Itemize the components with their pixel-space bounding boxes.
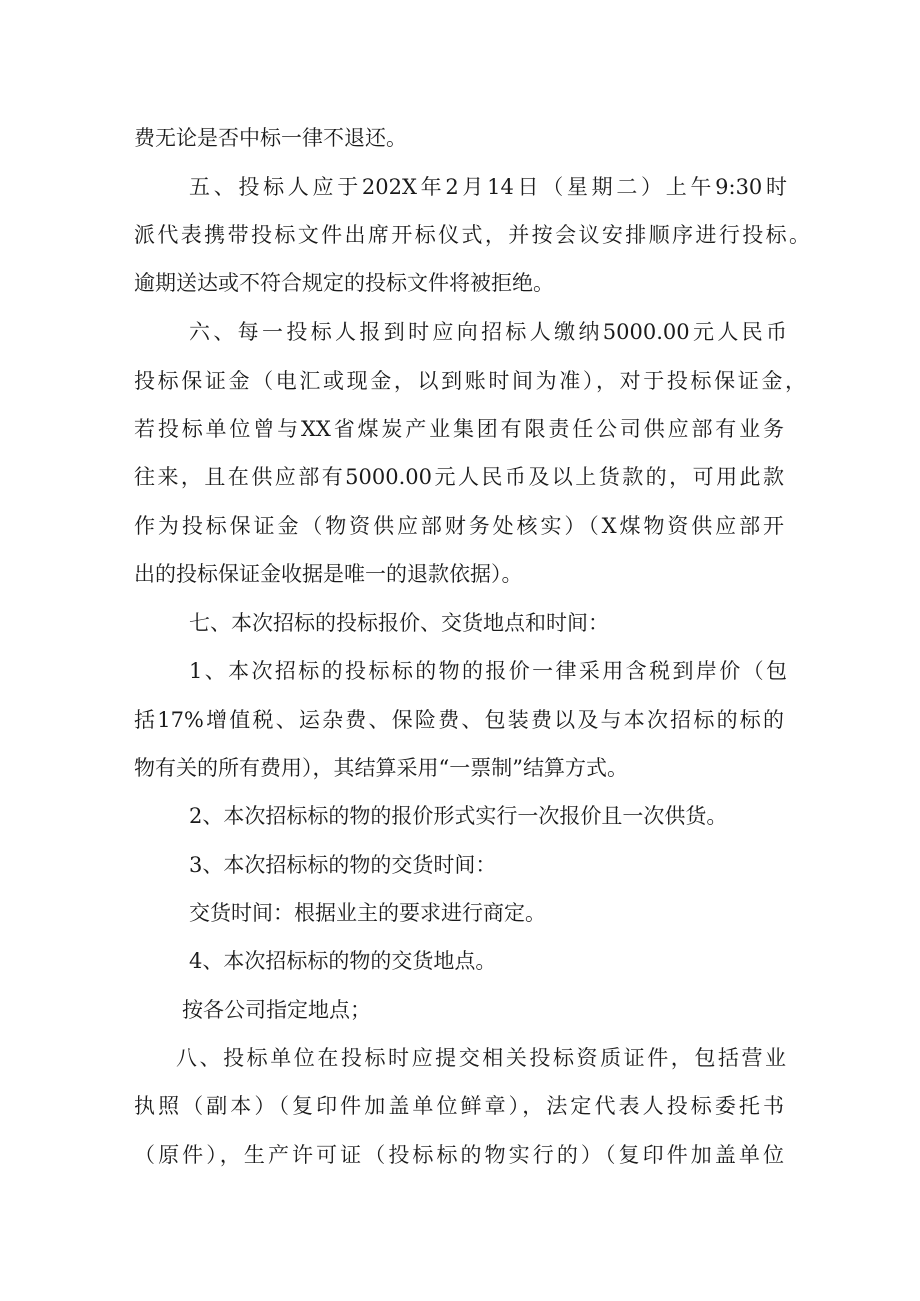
- text-line: 3、本次招标标的物的交货时间：: [189, 853, 497, 877]
- text-line: 若投标单位曾与XX省煤炭产业集团有限责任公司供应部有业务: [134, 417, 784, 441]
- text-line: 交货时间：根据业主的要求进行商定。: [189, 901, 546, 925]
- text-line: 派代表携带投标文件出席开标仪式，并按会议安排顺序进行投标。: [134, 223, 810, 247]
- text-line: 六、每一投标人报到时应向招标人缴纳5000.00元人民币: [189, 320, 787, 344]
- text-line: 4、本次招标标的物的交货地点。: [189, 949, 497, 973]
- text-line: 往来，且在供应部有5000.00元人民币及以上货款的，可用此款: [134, 465, 784, 489]
- text-line: 投标保证金（电汇或现金，以到账时间为准），对于投标保证金，: [134, 369, 806, 393]
- text-line: 五、投标人应于202X年2月14日（星期二）上午9:30时: [189, 175, 787, 199]
- text-line: 1、本次招标的投标标的物的报价一律采用含税到岸价（包: [189, 659, 787, 683]
- text-line: 费无论是否中标一律不退还。: [134, 126, 407, 150]
- text-line: 逾期送达或不符合规定的投标文件将被拒绝。: [134, 271, 554, 295]
- text-line: 八、投标单位在投标时应提交相关投标资质证件，包括营业: [176, 1046, 786, 1070]
- text-line: （原件），生产许可证（投标标的物实行的）（复印件加盖单位: [134, 1143, 784, 1167]
- text-line: 出的投标保证金收据是唯一的退款依据）。: [134, 562, 523, 586]
- text-line: 2、本次招标标的物的报价形式实行一次报价且一次供货。: [189, 804, 728, 828]
- text-line: 作为投标保证金（物资供应部财务处核实）（X煤物资供应部开: [134, 514, 784, 538]
- text-line: 执照（副本）（复印件加盖单位鲜章），法定代表人投标委托书: [134, 1094, 784, 1118]
- text-line: 括17%增值税、运杂费、保险费、包装费以及与本次招标的标的: [134, 708, 784, 732]
- text-line: 物有关的所有费用），其结算采用“一票制”结算方式。: [134, 756, 628, 780]
- text-line: 七、本次招标的投标报价、交货地点和时间：: [189, 611, 609, 635]
- text-line: 按各公司指定地点；: [182, 998, 371, 1022]
